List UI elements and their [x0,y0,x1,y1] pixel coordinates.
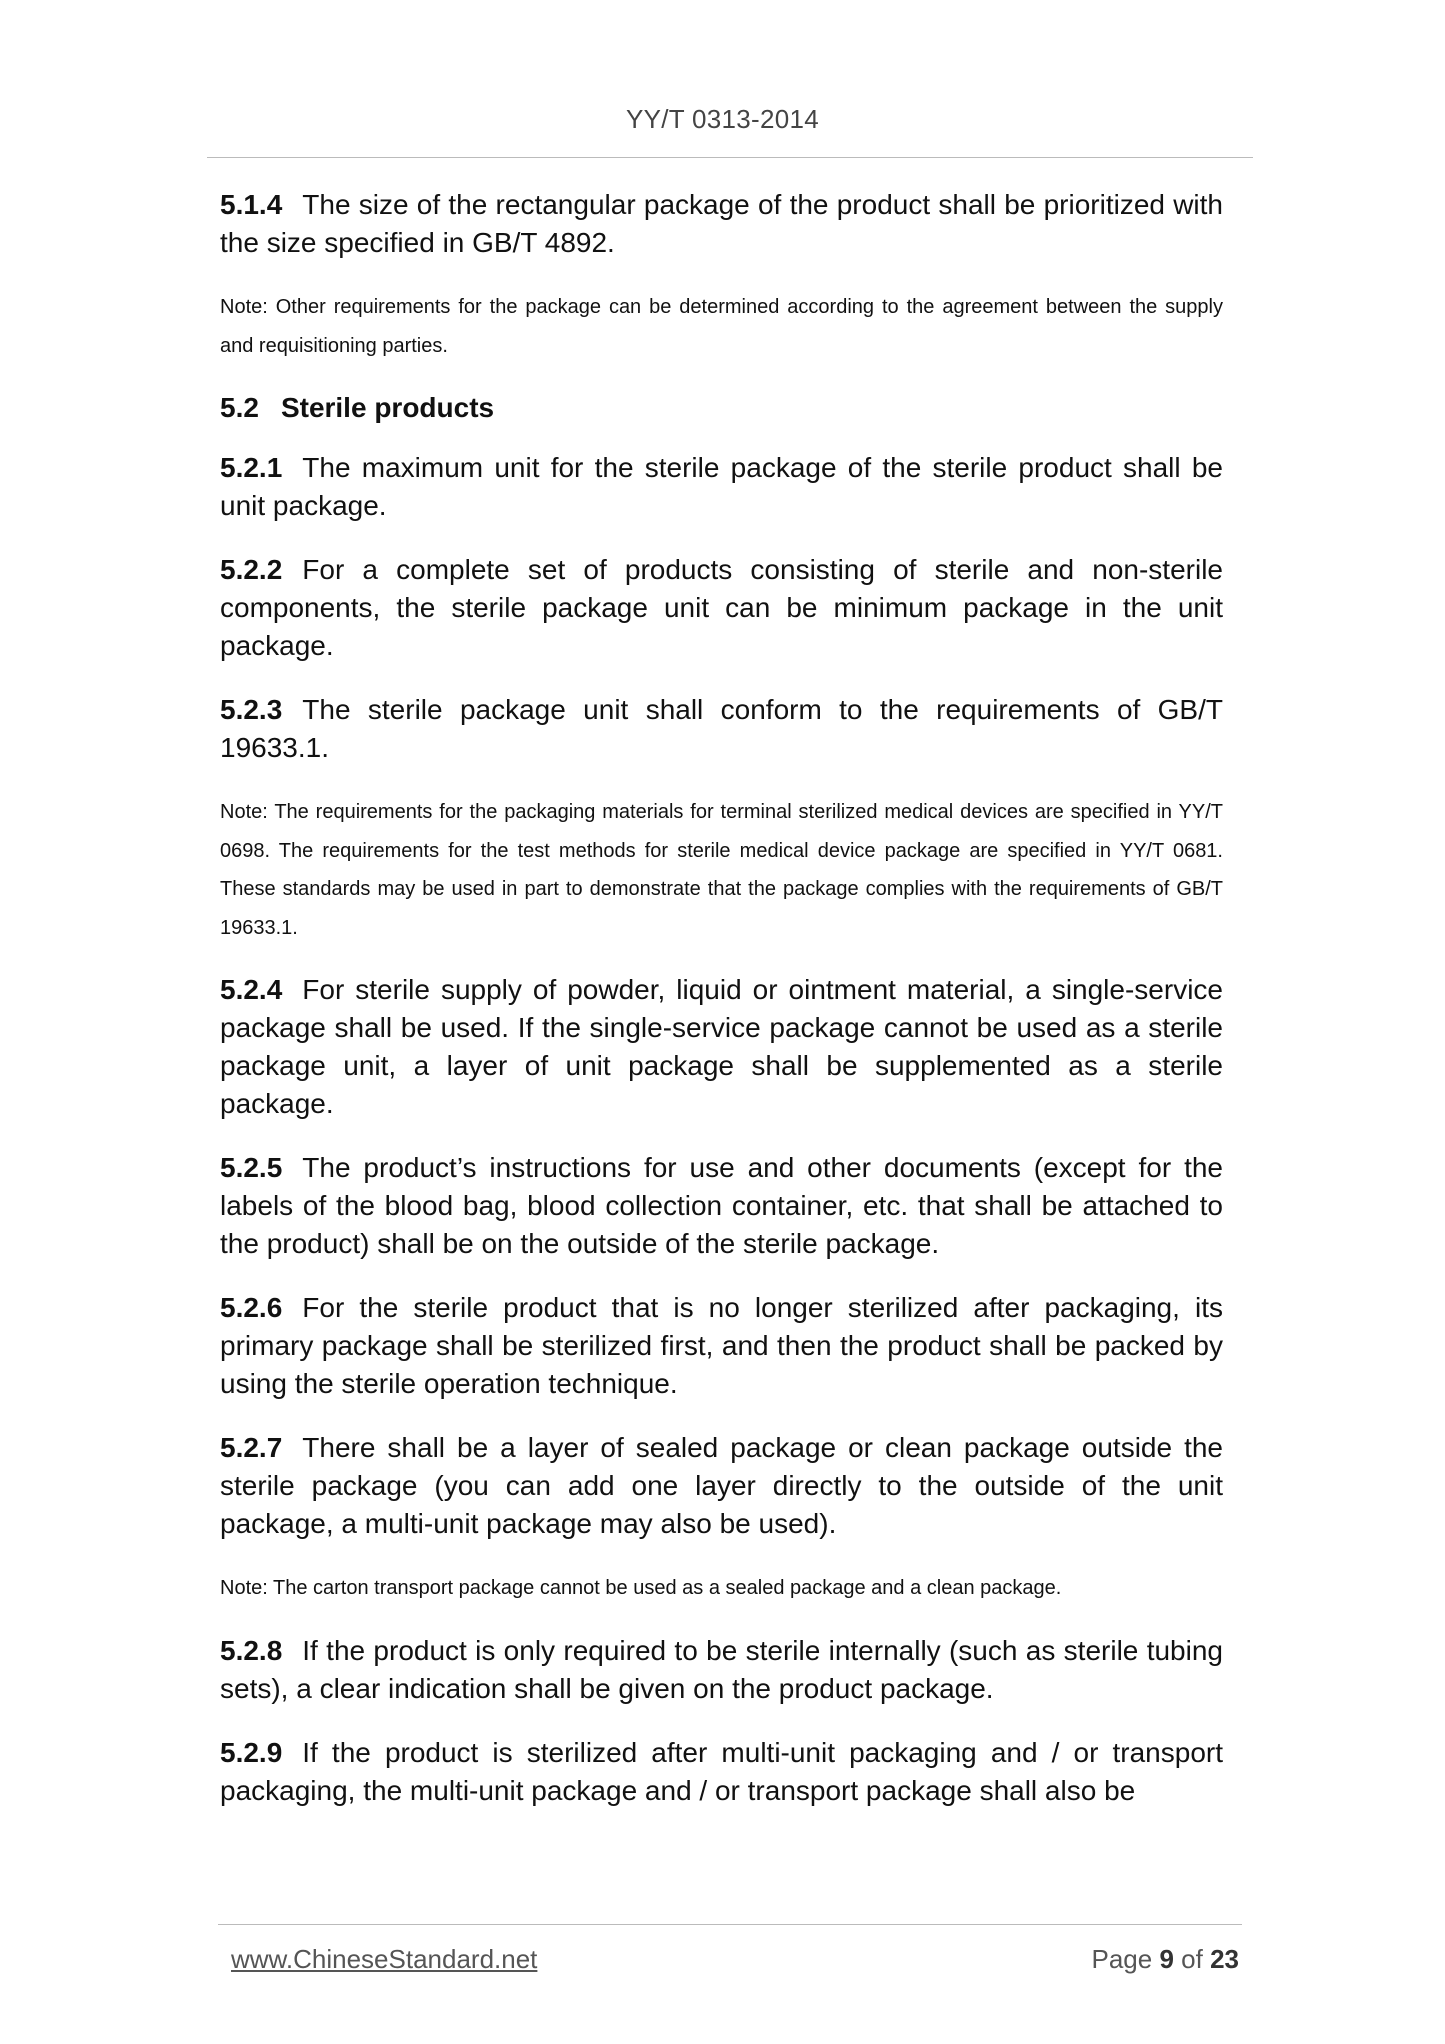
clause-5-2-8 [220,1632,1223,1708]
total-page-count: 23 [1210,1944,1239,1974]
clause-number: 5.2.9 [220,1736,283,1768]
clause-5-2-9 [220,1734,1223,1810]
document-body [220,186,1223,1836]
clause-5-2-2 [220,551,1223,665]
section-heading-5-2 [220,389,1223,427]
clause-5-2-1 [220,449,1223,525]
clause-text: For sterile supply of powder, liquid or ointment material, a single-service package shall be used. If the single-service package cannot be used as a sterile package unit, a layer of unit package shall be supplemented as a sterile package. [220,974,1223,1119]
page-prefix: Page [1091,1944,1153,1974]
clause-number: 5.2.5 [220,1152,283,1183]
clause-text: If the product is sterilized after multi-unit packaging and / or transport packaging, the multi-unit package and / or transport package shall also be [220,1736,1223,1806]
current-page-number: 9 [1159,1944,1174,1974]
clause-text: The maximum unit for the sterile package of the sterile product shall be unit package. [220,452,1223,521]
clause-number: 5.2.4 [220,974,283,1005]
clause-number: 5.2.7 [220,1432,283,1463]
clause-5-2-5 [220,1149,1223,1263]
footer-divider [218,1924,1242,1925]
clause-number: 5.2.6 [220,1292,283,1323]
note-carton-transport: Note: The carton transport package cannot be used as a sealed package and a clean package. [220,1577,1062,1599]
clause-number: 5.1.4 [220,189,283,220]
clause-text: The product’s instructions for use and other documents (except for the labels of the blood bag, blood collection container, etc. that shall be attached to the product) shall be on the outside of the sterile package. [220,1152,1223,1259]
clause-5-2-3 [220,691,1223,767]
clause-text: The sterile package unit shall conform to the requirements of GB/T 19633.1. [220,694,1223,763]
clause-5-2-6 [220,1289,1223,1403]
clause-text: The size of the rectangular package of the product shall be prioritized with the size specified in GB/T 4892. [220,189,1223,258]
clause-number: 5.2.8 [220,1634,283,1666]
clause-5-2-4 [220,971,1223,1123]
clause-5-1-4 [220,186,1223,262]
page-header-doc-id: YY/T 0313-2014 [625,104,820,134]
clause-text: For the sterile product that is no longer sterilized after packaging, its primary package shall be sterilized first, and then the product shall be packed by using the sterile operation technique. [220,1292,1223,1399]
page-indicator [1091,1944,1239,1975]
note-package-agreement: Note: Other requirements for the package can be determined according to the agreement between the supply and requisitioning parties. [220,296,1223,357]
clause-number: 5.2.1 [220,452,283,483]
section-number: 5.2 [220,392,259,423]
clause-number: 5.2.3 [220,694,283,725]
clause-text: If the product is only required to be sterile internally (such as sterile tubing sets), a clear indication shall be given on the product package. [220,1634,1223,1704]
clause-text: For a complete set of products consisting of sterile and non-sterile components, the sterile package unit can be minimum package in the unit package. [220,554,1223,661]
page-of: of [1181,1944,1203,1974]
header-divider [207,157,1253,158]
clause-number: 5.2.2 [220,554,283,585]
note-packaging-standards: Note: The requirements for the packaging materials for terminal sterilized medical devices are specified in YY/T 0698. The requirements for the test methods for sterile medical device package are specified in YY/T 0681. These standards may be used in part to demonstrate that the package complies with the requirements of GB/T 19633.1. [220,801,1223,939]
clause-text: There shall be a layer of sealed package or clean package outside the sterile package (you can add one layer directly to the outside of the unit package, a multi-unit package may also be used). [220,1432,1223,1539]
section-title: Sterile products [280,392,495,423]
clause-5-2-7 [220,1429,1223,1543]
website-link[interactable]: www.ChineseStandard.net [231,1944,538,1974]
